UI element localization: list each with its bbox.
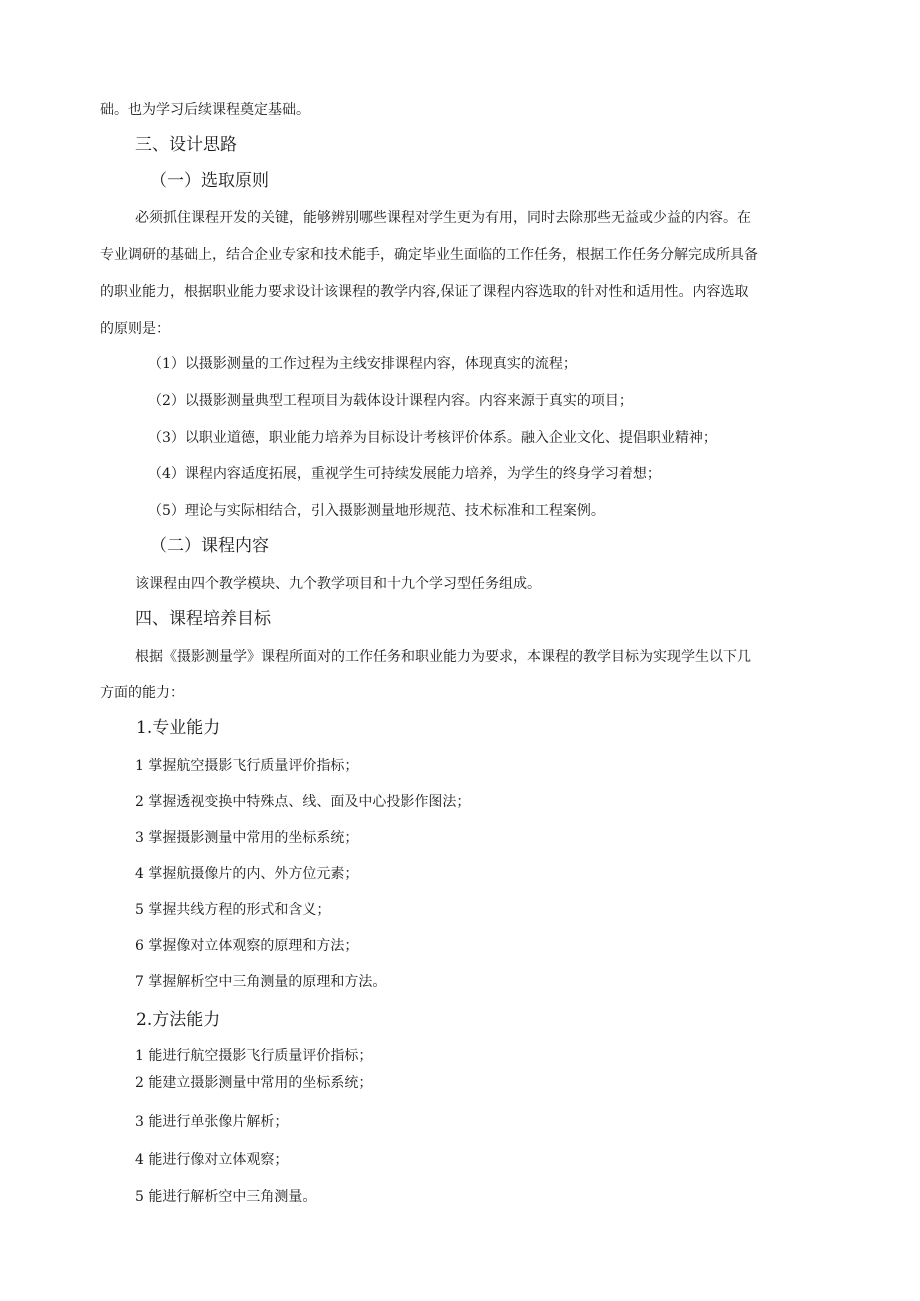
course-content-line: 该课程由四个教学模块、九个教学项目和十九个学习型任务组成。 xyxy=(135,576,541,592)
ability-item: 3 掌握摄影测量中常用的坐标系统； xyxy=(135,830,359,846)
ability-item: 2 掌握透视变换中特殊点、线、面及中心投影作图法； xyxy=(135,794,471,810)
paragraph-line: 的原则是： xyxy=(100,321,170,337)
method-ability-heading: 2.方法能力 xyxy=(136,1010,221,1030)
ability-item: 6 掌握像对立体观察的原理和方法； xyxy=(135,938,359,954)
paragraph-line: 必须抓住课程开发的关键，能够辨别哪些课程对学生更为有用，同时去除那些无益或少益的内容。在 xyxy=(135,210,751,226)
ability-item: 5 掌握共线方程的形式和含义； xyxy=(135,902,331,918)
ability-item: 2 能建立摄影测量中常用的坐标系统； xyxy=(135,1075,373,1091)
paragraph-line: 的职业能力，根据职业能力要求设计该课程的教学内容,保证了课程内容选取的针对性和适用性。内容选取 xyxy=(100,284,749,300)
paragraph-line: 根据《摄影测量学》课程所面对的工作任务和职业能力为要求，本课程的教学目标为实现学生以下几 xyxy=(135,649,751,665)
intro-line: 础。也为学习后续课程奠定基础。 xyxy=(100,102,310,118)
ability-item: 1 能进行航空摄影飞行质量评价指标； xyxy=(135,1048,373,1064)
principle-item: （2）以摄影测量典型工程项目为载体设计课程内容。内容来源于真实的项目； xyxy=(148,393,633,409)
principle-item: （3）以职业道德，职业能力培养为目标设计考核评价体系。融入企业文化、提倡职业精神； xyxy=(148,430,717,446)
section-3-heading: 三、设计思路 xyxy=(135,135,237,155)
ability-item: 7 掌握解析空中三角测量的原理和方法。 xyxy=(135,974,387,990)
ability-item: 4 能进行像对立体观察； xyxy=(135,1152,289,1168)
principle-item: （5）理论与实际相结合，引入摄影测量地形规范、技术标准和工程案例。 xyxy=(148,503,605,519)
subsection-2-heading: （二）课程内容 xyxy=(150,536,269,556)
subsection-1-heading: （一）选取原则 xyxy=(150,171,269,191)
principle-item: （1）以摄影测量的工作过程为主线安排课程内容，体现真实的流程； xyxy=(148,356,577,372)
principle-item: （4）课程内容适度拓展，重视学生可持续发展能力培养，为学生的终身学习着想； xyxy=(148,466,661,482)
ability-item: 5 能进行解析空中三角测量。 xyxy=(135,1189,317,1205)
paragraph-line: 方面的能力： xyxy=(100,685,184,701)
ability-item: 3 能进行单张像片解析； xyxy=(135,1114,289,1130)
section-4-heading: 四、课程培养目标 xyxy=(135,609,271,629)
paragraph-line: 专业调研的基础上，结合企业专家和技术能手，确定毕业生面临的工作任务，根据工作任务分解完成所具备 xyxy=(100,247,758,263)
ability-item: 1 掌握航空摄影飞行质量评价指标； xyxy=(135,758,359,774)
professional-ability-heading: 1.专业能力 xyxy=(136,718,221,738)
ability-item: 4 掌握航摄像片的内、外方位元素； xyxy=(135,866,359,882)
